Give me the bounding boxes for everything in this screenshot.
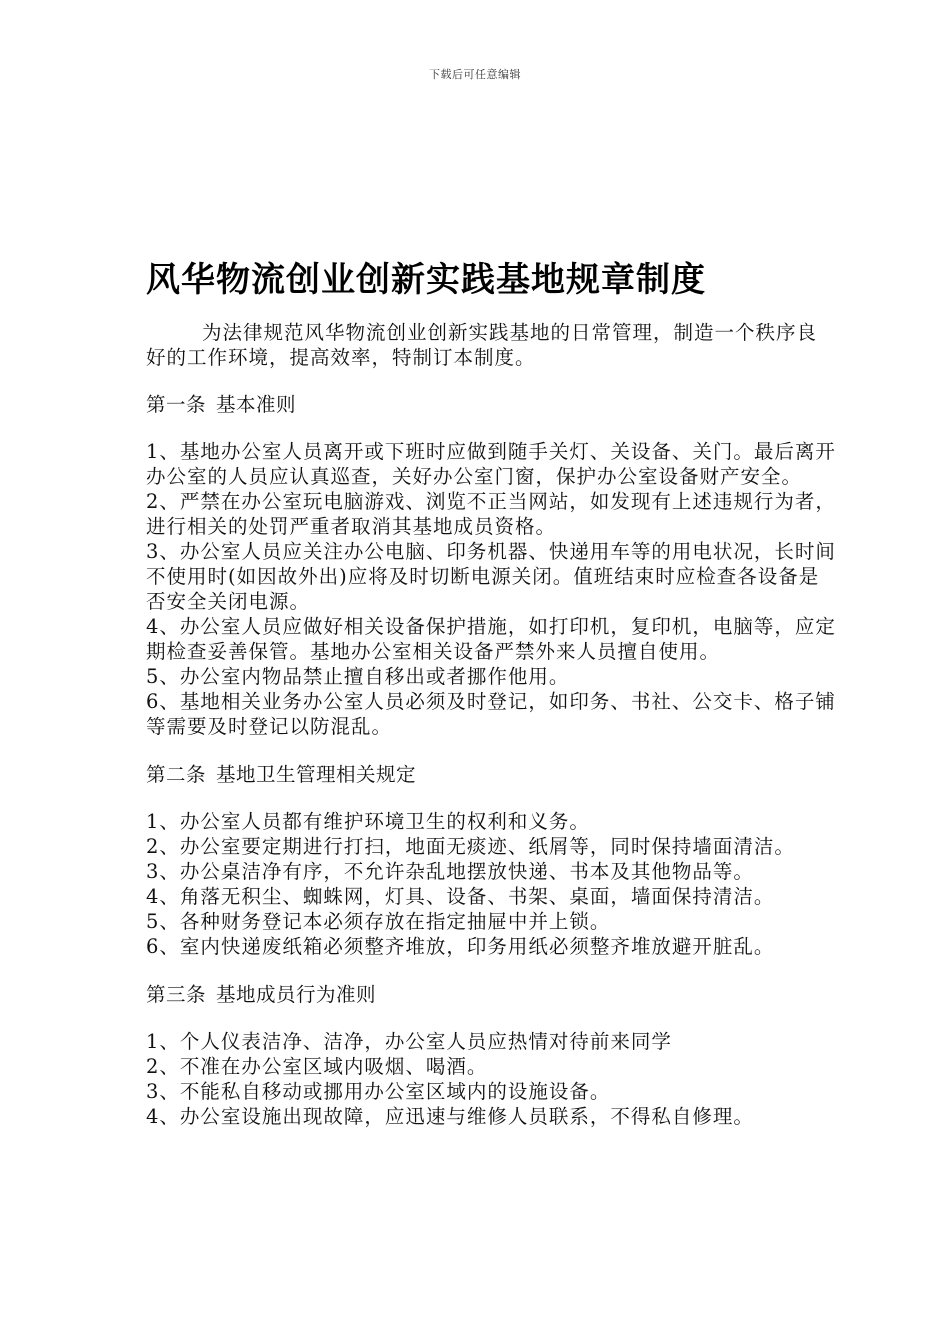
list-item: 3、办公桌洁净有序，不允许杂乱地摆放快递、书本及其他物品等。 — [146, 860, 754, 883]
section-heading — [146, 762, 836, 787]
list-item: 3、不能私自移动或挪用办公室区域内的设施设备。 — [146, 1080, 611, 1103]
section-2 — [146, 762, 836, 959]
section-number: 第三条 — [146, 983, 207, 1006]
list-item: 1、个人仪表洁净、洁净，办公室人员应热情对待前来同学 — [146, 1030, 672, 1053]
list-item: 2、办公室要定期进行打扫，地面无痰迹、纸屑等，同时保持墙面清洁。 — [146, 835, 795, 858]
list-item: 6、基地相关业务办公室人员必须及时登记，如印务、书社、公交卡、格子铺等需要及时登记以防混乱。 — [146, 690, 836, 738]
section-items — [146, 1029, 836, 1129]
section-number: 第一条 — [146, 393, 207, 416]
list-item: 6、室内快递废纸箱必须整齐堆放，印务用纸必须整齐堆放避开脏乱。 — [146, 935, 775, 958]
list-item: 2、严禁在办公室玩电脑游戏、浏览不正当网站，如发现有上述违规行为者，进行相关的处罚严重者取消其基地成员资格。 — [146, 490, 836, 538]
list-item: 5、各种财务登记本必须存放在指定抽屉中并上锁。 — [146, 910, 611, 933]
section-items — [146, 809, 836, 959]
section-name: 基地成员行为准则 — [216, 983, 377, 1006]
list-item: 4、办公室设施出现故障，应迅速与维修人员联系，不得私自修理。 — [146, 1105, 754, 1128]
section-name: 基本准则 — [216, 393, 297, 416]
list-item: 4、角落无积尘、蜘蛛网，灯具、设备、书架、桌面，墙面保持清洁。 — [146, 885, 775, 908]
section-heading — [146, 982, 836, 1007]
section-number: 第二条 — [146, 763, 207, 786]
list-item: 1、基地办公室人员离开或下班时应做到随手关灯、关设备、关门。最后离开办公室的人员应认真巡查，关好办公室门窗，保护办公室设备财产安全。 — [146, 440, 836, 488]
section-name: 基地卫生管理相关规定 — [216, 763, 417, 786]
intro-paragraph: 为法律规范风华物流创业创新实践基地的日常管理，制造一个秩序良好的工作环境，提高效率，特制订本制度。 — [146, 321, 818, 369]
list-item: 5、办公室内物品禁止擅自移出或者挪作他用。 — [146, 665, 570, 688]
list-item: 2、不准在办公室区域内吸烟、喝酒。 — [146, 1055, 488, 1078]
document-title: 风华物流创业创新实践基地规章制度 — [146, 260, 706, 300]
document-body — [146, 320, 836, 1152]
section-3 — [146, 982, 836, 1129]
header-note: 下载后可任意编辑 — [429, 68, 521, 81]
section-heading — [146, 392, 836, 417]
section-items — [146, 439, 836, 739]
list-item: 3、办公室人员应关注办公电脑、印务机器、快递用车等的用电状况，长时间不使用时(如因故外出)应将及时切断电源关闭。值班结束时应检查各设备是否安全关闭电源。 — [146, 540, 836, 613]
list-item: 4、办公室人员应做好相关设备保护措施，如打印机，复印机，电脑等，应定期检查妥善保管。基地办公室相关设备严禁外来人员擅自使用。 — [146, 615, 836, 663]
list-item: 1、办公室人员都有维护环境卫生的权利和义务。 — [146, 810, 590, 833]
section-1 — [146, 392, 836, 739]
